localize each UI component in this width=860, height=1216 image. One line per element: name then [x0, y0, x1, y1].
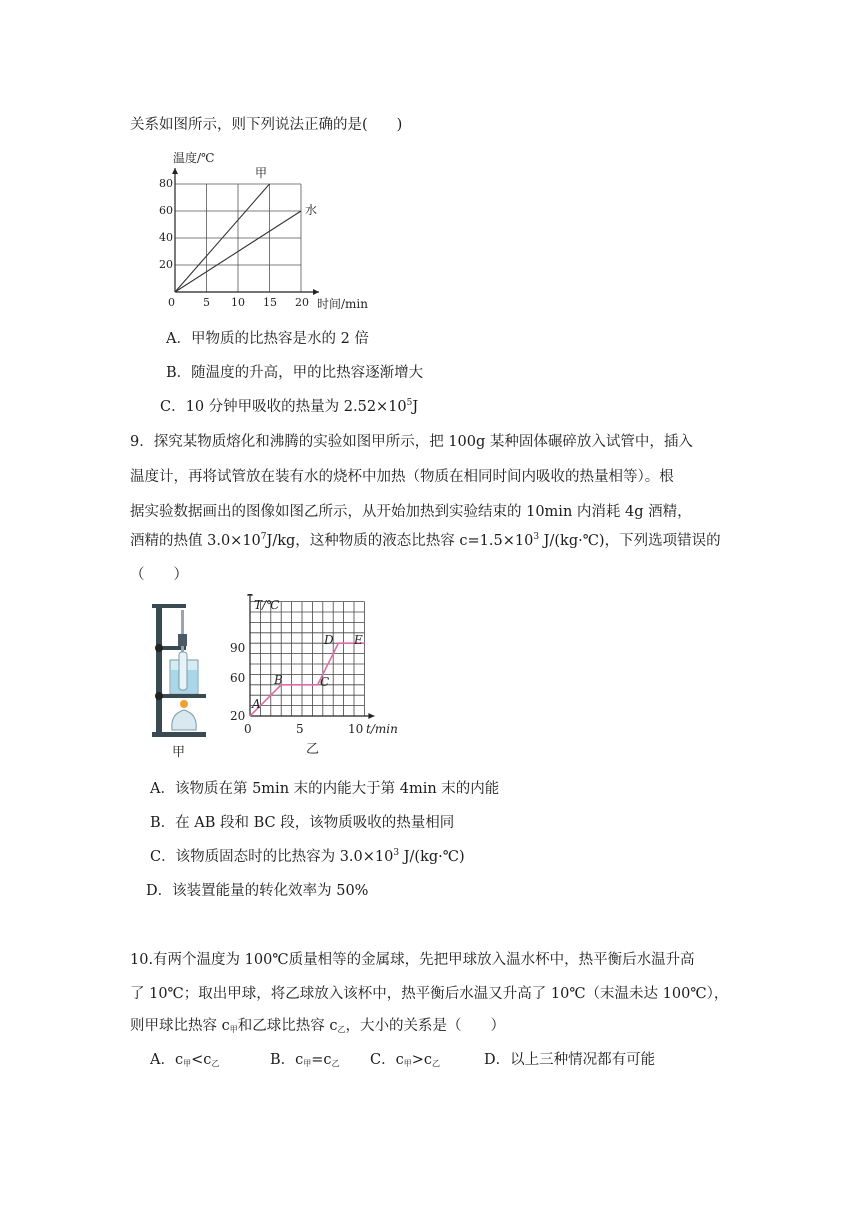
q9-point-label-c: C	[320, 675, 330, 689]
q9-answer-blank: （ ）	[130, 567, 188, 583]
stand-top-clamp	[152, 604, 186, 608]
flame-icon	[180, 700, 188, 708]
q8-y-axis-title: 温度/℃	[173, 151, 215, 165]
q9-apparatus-figure	[148, 600, 218, 760]
q8-origin-label: 0	[168, 296, 175, 309]
q9-x-axis-title: t/min	[366, 722, 398, 736]
q8-x-tick-10: 10	[231, 296, 245, 309]
q9-stem-line-2: 温度计，再将试管放在装有水的烧杯中加热（物质在相同时间内吸收的热量相等）。根	[130, 469, 674, 485]
q8-temperature-time-chart	[145, 142, 405, 322]
q9-option-a: A．该物质在第 5min 末的内能大于第 4min 末的内能	[150, 781, 500, 797]
q9-stem-line-3: 据实验数据画出的图像如图乙所示，从开始加热到实验结束的 10min 内消耗 4g 酒精，	[130, 504, 692, 520]
q8-x-tick-20: 20	[295, 296, 309, 309]
q9-x-tick-10: 10	[348, 722, 364, 736]
q9-figure-label-jia: 甲	[172, 745, 186, 760]
q8-x-tick-15: 15	[263, 296, 277, 309]
q9-point-label-e: E	[354, 633, 363, 647]
q8-stem: 关系如图所示，则下列说法正确的是( )	[130, 117, 403, 133]
q8-y-tick-80: 80	[159, 177, 173, 190]
q8-series-label-jia: 甲	[255, 166, 268, 180]
q10-option-d: D．以上三种情况都有可能	[484, 1052, 656, 1068]
alcohol-lamp	[172, 710, 197, 730]
q9-y-tick-60: 60	[230, 671, 246, 685]
q8-y-tick-20: 20	[159, 258, 173, 271]
q9-option-c: C．该物质固态时的比热容为 $3.0\times 10^3$ J/(kg·℃)	[150, 848, 465, 865]
q8-y-axis-arrow-icon	[172, 168, 178, 174]
ring-support	[156, 694, 206, 698]
q10-stem-line-2: 了 10℃；取出甲球，将乙球放入该杯中，热平衡后水温又升高了 10℃（末温未达 100℃），	[130, 986, 729, 1002]
q9-point-label-b: B	[274, 673, 283, 687]
q9-figure-label-yi: 乙	[306, 742, 320, 754]
q9-y-axis-arrow-icon	[247, 594, 253, 596]
q9-y-tick-90: 90	[230, 641, 246, 655]
q9-y-axis-title: T/℃	[254, 598, 280, 612]
test-tube	[179, 652, 187, 690]
q10-option-b: B．$c_甲=c_乙$	[270, 1052, 340, 1068]
q9-curve-line	[250, 643, 364, 716]
q8-x-axis-title: 时间/min	[317, 297, 368, 311]
stand-base	[152, 732, 206, 737]
q8-option-b: B．随温度的升高，甲的比热容逐渐增大	[166, 365, 424, 381]
q10-option-c: C．$c_甲>c_乙$	[370, 1052, 440, 1068]
q9-x-axis-arrow-icon	[368, 713, 374, 719]
q8-y-tick-60: 60	[159, 204, 173, 217]
clamp-knob	[155, 644, 163, 652]
q8-option-c: C．10 分钟甲吸收的热量为 $2.52\times 10^5J$	[160, 398, 419, 415]
q9-x-tick-5: 5	[296, 722, 304, 736]
q9-stem-line-4: 酒精的热值 $3.0\times 10^7J/kg$，这种物质的液态比热容 $c=1.5\times 10^3$ J/(kg·℃)，下列选项错误的	[130, 532, 721, 549]
thermometer-holder	[178, 634, 187, 646]
q9-point-label-a: A	[252, 697, 261, 711]
q10-option-a: A．$c_甲<c_乙$	[150, 1052, 220, 1068]
q8-option-a: A．甲物质的比热容是水的 2 倍	[166, 331, 369, 347]
q9-stem-line-1: 9．探究某物质熔化和沸腾的实验如图甲所示，把 100g 某种固体碾碎放入试管中，插入	[130, 434, 693, 450]
q8-y-tick-40: 40	[159, 231, 173, 244]
q10-stem-line-1: 10.有两个温度为 100℃质量相等的金属球，先把甲球放入温水杯中，热平衡后水温升高	[130, 952, 695, 968]
stand-rod	[156, 604, 162, 734]
q9-option-b: B．在 AB 段和 BC 段，该物质吸收的热量相同	[150, 815, 455, 831]
q8-series-label-water: 水	[305, 203, 318, 217]
q8-x-tick-5: 5	[203, 296, 210, 309]
q9-temperature-graph	[228, 594, 398, 754]
q10-stem-line-3: 则甲球比热容 $c_甲$和乙球比热容 $c_乙$，大小的关系是（ ）	[130, 1018, 505, 1034]
q9-point-label-d: D	[324, 633, 334, 647]
ring-knob	[155, 692, 163, 700]
q9-y-tick-20: 20	[230, 709, 246, 723]
q9-x-tick-0: 0	[244, 722, 252, 736]
q8-x-axis-arrow-icon	[313, 289, 319, 295]
q9-option-d: D．该装置能量的转化效率为 50%	[146, 883, 369, 899]
